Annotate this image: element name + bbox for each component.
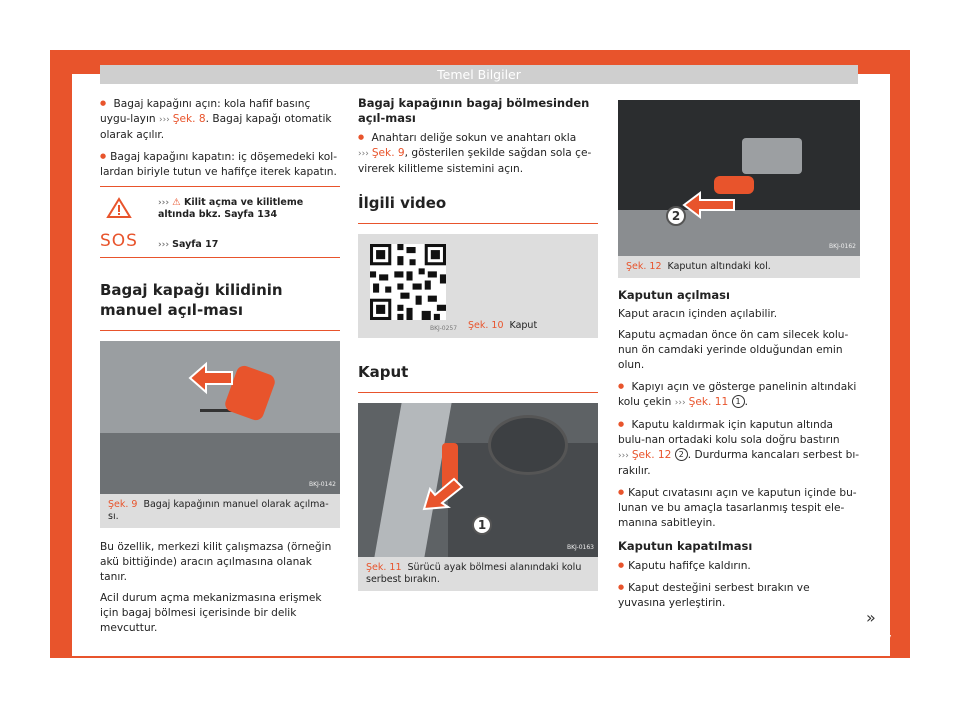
continue-icon: »	[866, 608, 876, 627]
paragraph: Kaputu açmadan önce ön cam silecek kolu-nun ön camdaki yerinde olduğundan emin olun.	[618, 329, 849, 371]
section-title-video: İlgili video	[358, 194, 447, 212]
speaker	[488, 415, 568, 475]
ref-link[interactable]: Şek. 11	[688, 396, 729, 408]
heading-open-from-trunk: Bagaj kapağının bagaj bölmesinden açıl-ması	[358, 96, 590, 125]
figure-10-caption: Şek. 10 Kaput	[468, 320, 538, 331]
divider	[100, 330, 340, 331]
column-3	[618, 96, 860, 617]
figure-12-caption: Şek. 12 Kaputun altındaki kol.	[618, 256, 860, 278]
figure-12	[618, 100, 860, 256]
divider	[100, 186, 340, 187]
seat-logo-block	[742, 138, 802, 174]
small-warning-icon: ⚠	[172, 197, 181, 208]
trim-panel	[100, 433, 340, 494]
paragraph: Kaput aracın içinden açılabilir.	[618, 308, 778, 320]
bullet-prop-rod: ● Kaput cıvatasını açın ve kaputun içinde bu-lunan ve bu amaçla tasarlanmış tespit ele-manına sabitleyin.	[618, 485, 860, 531]
section-title-manual-unlock: Bagaj kapağı kilidinin manuel açıl-ması	[100, 281, 283, 319]
column-2	[358, 96, 598, 591]
figure-11	[358, 403, 598, 557]
figure-9	[100, 341, 340, 494]
qr-code-image	[370, 244, 446, 320]
ref-link[interactable]: Şek. 8	[172, 113, 206, 125]
ref-link[interactable]: Şek. 12	[631, 449, 672, 461]
paragraph: Acil durum açma mekanizmasına erişmek için bagaj bölmesi içerisinde bir delik mevcuttur.	[100, 592, 322, 634]
figure-code: BKJ-0257	[430, 325, 458, 332]
bullet-lift-hood: ● Kaputu hafifçe kaldırın.	[618, 558, 860, 574]
heading-hood-close: Kaputun kapatılması	[618, 539, 753, 553]
bullet-key: ● Anahtarı deliğe sokun ve anahtarı okla ››› Şek. 9, gösterilen şekilde sağdan sola çe-virerek kilitleme sistemini açın.	[358, 130, 598, 177]
figure-10	[358, 234, 598, 338]
bullet-release-prop: ● Kaput desteğini serbest bırakın ve yuvasına yerleştirin.	[618, 580, 860, 611]
arrow-icon: ›››	[158, 115, 170, 125]
sos-icon: SOS	[100, 231, 138, 251]
bullet-pull-lever: ● Kapıyı açın ve gösterge panelinin altındaki kolu çekin ››› Şek. 11 1 .	[618, 379, 860, 411]
bullet-push-lever: ● Kaputu kaldırmak için kaputun altında bulu-nan ortadaki kolu sola doğru bastırın ››› Şek. 12 2 . Durdurma kancaları serbest bı-rakılır.	[618, 417, 860, 479]
divider	[358, 223, 598, 224]
bullet-close-tailgate: ● Bagaj kapağını kapatın: iç döşemedeki kol-lardan biriyle tutun ve hafifçe iterek kapatın.	[100, 149, 340, 180]
column-1	[100, 96, 340, 642]
figure-code: BKJ-0162	[828, 243, 856, 250]
divider	[358, 392, 598, 393]
page-number: 17	[879, 634, 892, 645]
warning-icons	[100, 197, 138, 251]
bullet-open-tailgate: ● Bagaj kapağını açın: kola hafif basınç uygu-layın ››› Şek. 8. Bagaj kapağı otomatik olarak açılır.	[100, 96, 340, 143]
section-title-hood: Kaput	[358, 363, 409, 381]
body-panel	[618, 210, 860, 256]
arrow-left-icon	[188, 361, 234, 395]
figure-code: BKJ-0142	[308, 481, 336, 488]
sos-ref[interactable]: ››› Sayfa 17	[157, 239, 219, 250]
figure-11-caption: Şek. 11 Sürücü ayak bölmesi alanındaki kolu serbest bırakın.	[358, 557, 598, 591]
qr-code[interactable]	[370, 244, 446, 320]
ref-link[interactable]: Şek. 9	[371, 147, 405, 159]
marker-2: 2	[675, 448, 688, 461]
divider	[100, 257, 340, 258]
page-header: Temel Bilgiler	[100, 65, 858, 84]
marker-2: 2	[666, 206, 686, 226]
warning-triangle-icon	[106, 197, 132, 219]
arrow-down-left-icon	[420, 475, 464, 515]
marker-1: 1	[472, 515, 492, 535]
heading-hood-open: Kaputun açılması	[618, 288, 730, 302]
arrow-left-icon	[682, 190, 736, 220]
figure-9-caption: Şek. 9 Bagaj kapağının manuel olarak açılma-sı.	[100, 494, 340, 528]
warning-box	[100, 197, 340, 251]
marker-1: 1	[732, 395, 745, 408]
warning-ref[interactable]: ››› ⚠ Kilit açma ve kilitleme altında bkz. Sayfa 134	[157, 197, 304, 220]
figure-code: BKJ-0163	[566, 544, 594, 551]
paragraph: Bu özellik, merkezi kilit çalışmazsa (örneğin akü bittiğinde) aracın açılmasına olanak tanır.	[100, 541, 332, 583]
